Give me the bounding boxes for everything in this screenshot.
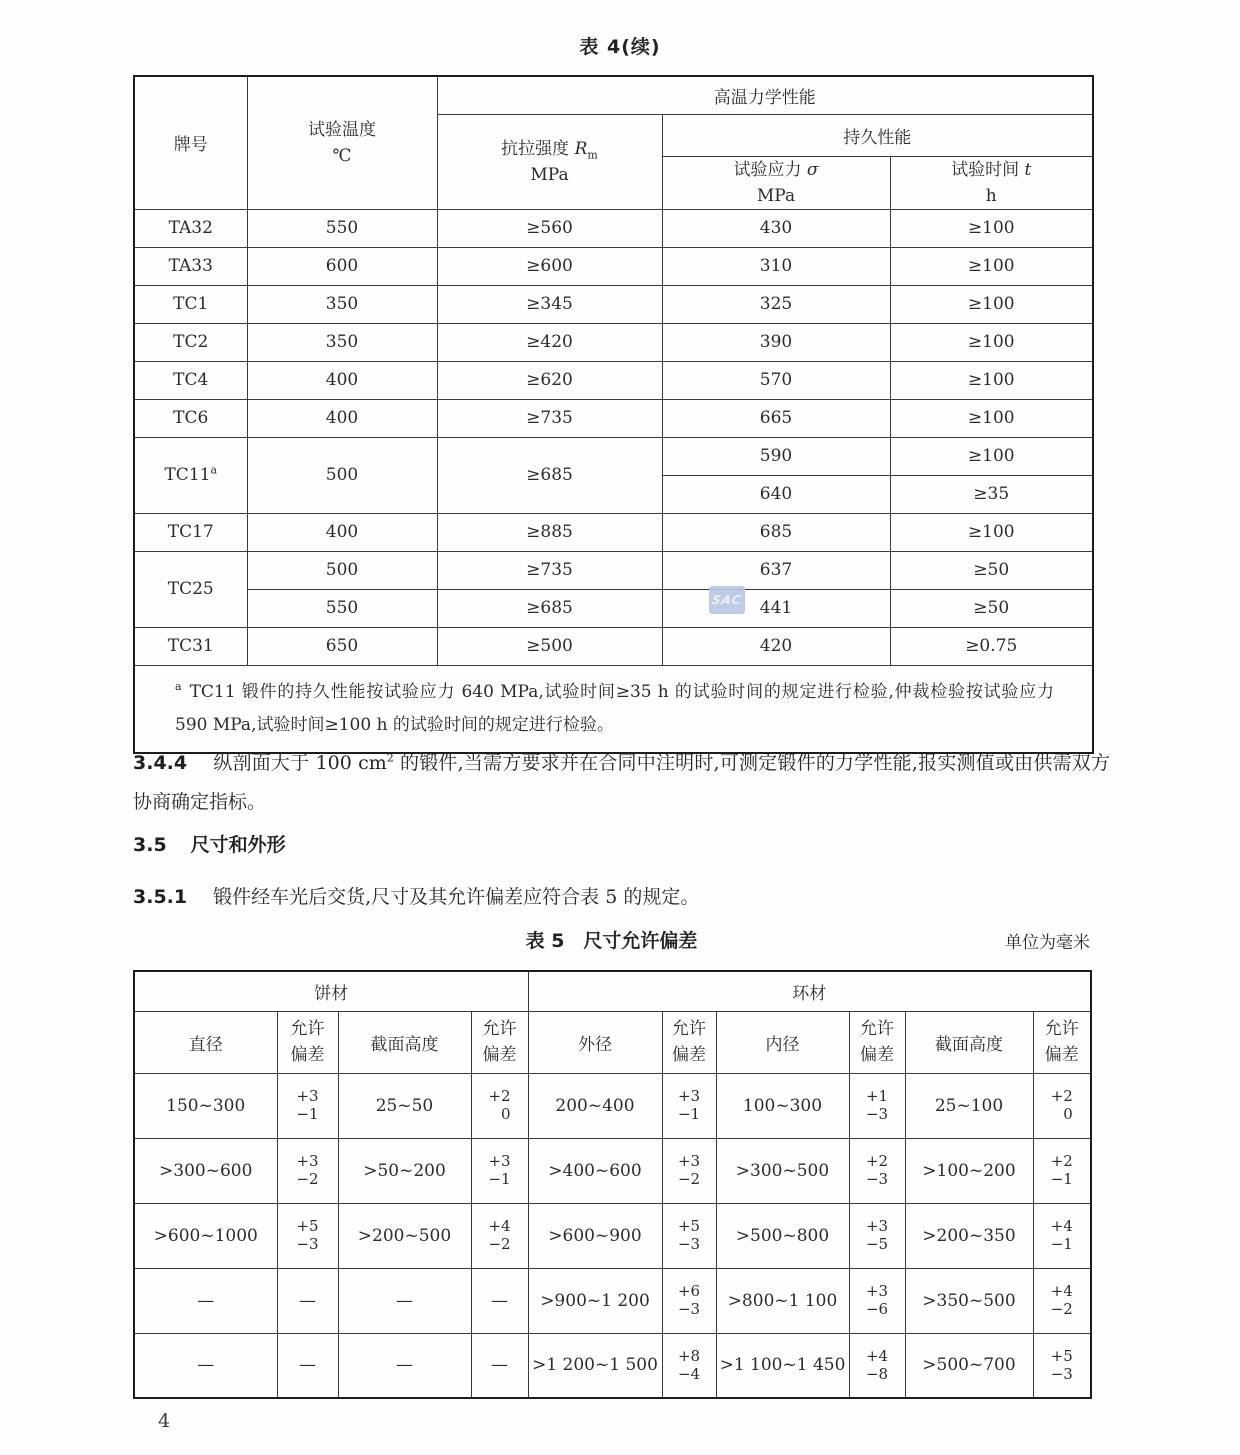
table5-column-header-row <box>134 1011 1091 1073</box>
col-header-tolerance: 允许 偏差 <box>277 1011 338 1073</box>
temp-cell: 350 <box>247 285 437 323</box>
tensile-cell: ≥735 <box>437 551 662 589</box>
tolerance-cell: +3 −2 <box>277 1138 338 1203</box>
table4-caption: 表 4(续) <box>579 36 661 58</box>
grade-cell: TC31 <box>134 627 247 665</box>
tensile-cell: ≥620 <box>437 361 662 399</box>
range-cell: >500~800 <box>716 1203 849 1268</box>
range-cell: >100~200 <box>905 1138 1033 1203</box>
group-header-ring: 环材 <box>528 971 1091 1011</box>
stress-cell: 441 <box>662 589 890 627</box>
paragraph-3-4-4: 3.4.4 纵剖面大于 100 $cm^2$ 的锻件,当需方要求并在合同中注明时,可测定锻件的力学性能,报实测值或由供需双方协商确定指标。 <box>133 751 1110 813</box>
time-cell: ≥100 <box>890 323 1093 361</box>
table-row <box>134 1203 1091 1268</box>
table5-caption: 表 5 尺寸允许偏差 <box>525 930 698 952</box>
tolerance-cell: +2 0 <box>1033 1073 1091 1138</box>
temp-cell: 550 <box>247 589 437 627</box>
col-header-test-temperature: 试验温度 ℃ <box>247 76 437 209</box>
temp-cell: 500 <box>247 437 437 513</box>
table-row <box>134 551 1093 589</box>
col-header-test-stress: 试验应力 σ MPa <box>662 156 890 209</box>
stress-cell: 430 <box>662 209 890 247</box>
temp-cell: 600 <box>247 247 437 285</box>
tolerance-cell: +4 −2 <box>1033 1268 1091 1333</box>
table-row <box>134 1138 1091 1203</box>
tolerance-cell: +3 −1 <box>662 1073 716 1138</box>
table-row <box>134 361 1093 399</box>
time-cell: ≥100 <box>890 285 1093 323</box>
tensile-cell: ≥420 <box>437 323 662 361</box>
range-cell: >200~350 <box>905 1203 1033 1268</box>
col-header-tolerance: 允许 偏差 <box>849 1011 905 1073</box>
time-cell: ≥100 <box>890 437 1093 475</box>
tolerance-cell: — <box>277 1268 338 1333</box>
grade-cell: TC11$^a$ <box>134 437 247 513</box>
temp-cell: 350 <box>247 323 437 361</box>
clause-number: 3.5.1 <box>133 886 188 908</box>
grade-cell: TC25 <box>134 551 247 627</box>
range-cell: >300~500 <box>716 1138 849 1203</box>
paragraph-3-5-1: 3.5.1 锻件经车光后交货,尺寸及其允许偏差应符合表 5 的规定。 <box>133 886 700 908</box>
col-header-section-height: 截面高度 <box>905 1011 1033 1073</box>
tensile-cell: ≥685 <box>437 437 662 513</box>
table-row <box>134 285 1093 323</box>
page-number: 4 <box>158 1410 171 1432</box>
range-cell: >600~900 <box>528 1203 662 1268</box>
temp-cell: 400 <box>247 399 437 437</box>
range-cell: >1 100~1 450 <box>716 1333 849 1398</box>
stress-cell: 640 <box>662 475 890 513</box>
range-cell: >350~500 <box>905 1268 1033 1333</box>
tolerance-cell: — <box>471 1333 528 1398</box>
tolerance-cell: +4 −1 <box>1033 1203 1091 1268</box>
stress-cell: 310 <box>662 247 890 285</box>
table-row <box>134 513 1093 551</box>
col-header-diameter: 直径 <box>134 1011 277 1073</box>
table-row <box>134 399 1093 437</box>
tolerance-cell: +4 −8 <box>849 1333 905 1398</box>
time-cell: ≥50 <box>890 551 1093 589</box>
range-cell: >900~1 200 <box>528 1268 662 1333</box>
tolerance-cell: +1 −3 <box>849 1073 905 1138</box>
time-cell: ≥100 <box>890 399 1093 437</box>
table5-caption-row <box>133 926 1090 952</box>
table4-footnote-row <box>134 665 1093 753</box>
group-header-disc: 饼材 <box>134 971 528 1011</box>
grade-cell: TC17 <box>134 513 247 551</box>
table-row <box>134 627 1093 665</box>
temp-cell: 650 <box>247 627 437 665</box>
tolerance-cell: — <box>277 1333 338 1398</box>
stress-cell: 637 <box>662 551 890 589</box>
stress-cell: 325 <box>662 285 890 323</box>
table-row <box>134 247 1093 285</box>
clause-number: 3.4.4 <box>133 752 188 774</box>
table-4-high-temp-properties <box>133 75 1094 754</box>
stress-cell: 570 <box>662 361 890 399</box>
col-header-endurance: 持久性能 <box>662 114 1093 156</box>
tensile-cell: ≥345 <box>437 285 662 323</box>
table-row <box>134 437 1093 475</box>
table5-unit-note: 单位为毫米 <box>1005 933 1090 953</box>
stress-cell: 420 <box>662 627 890 665</box>
range-cell: >200~500 <box>338 1203 471 1268</box>
tolerance-cell: +2 0 <box>471 1073 528 1138</box>
range-cell: 25~100 <box>905 1073 1033 1138</box>
range-cell: — <box>338 1268 471 1333</box>
sac-watermark-text: SAC <box>711 593 743 607</box>
tolerance-cell: +3 −1 <box>277 1073 338 1138</box>
tensile-cell: ≥600 <box>437 247 662 285</box>
table-row <box>134 589 1093 627</box>
tolerance-cell: +3 −5 <box>849 1203 905 1268</box>
time-cell: ≥50 <box>890 589 1093 627</box>
temp-cell: 550 <box>247 209 437 247</box>
tolerance-cell: +3 −6 <box>849 1268 905 1333</box>
section-heading-3-5: 3.5 尺寸和外形 <box>133 834 286 856</box>
col-header-inner-diameter: 内径 <box>716 1011 849 1073</box>
table-row <box>134 323 1093 361</box>
tolerance-cell: +5 −3 <box>662 1203 716 1268</box>
grade-cell: TC1 <box>134 285 247 323</box>
tolerance-cell: +8 −4 <box>662 1333 716 1398</box>
time-cell: ≥100 <box>890 513 1093 551</box>
tensile-cell: ≥685 <box>437 589 662 627</box>
footnote-text: $^a$ TC11 锻件的持久性能按试验应力 640 MPa,试验时间≥35 h 的试验时间的规定进行检验,仲裁检验按试验应力 590 MPa,试验时间≥100 h 的试验时间的规定进行检验。 <box>175 679 1054 735</box>
grade-cell: TA32 <box>134 209 247 247</box>
temp-cell: 500 <box>247 551 437 589</box>
grade-cell: TC6 <box>134 399 247 437</box>
grade-cell: TC4 <box>134 361 247 399</box>
col-header-section-height: 截面高度 <box>338 1011 471 1073</box>
col-header-outer-diameter: 外径 <box>528 1011 662 1073</box>
time-cell: ≥0.75 <box>890 627 1093 665</box>
tolerance-cell: +5 −3 <box>1033 1333 1091 1398</box>
tolerance-cell: +6 −3 <box>662 1268 716 1333</box>
range-cell: 200~400 <box>528 1073 662 1138</box>
table5-group-header-row <box>134 971 1091 1011</box>
time-cell: ≥100 <box>890 209 1093 247</box>
range-cell: >500~700 <box>905 1333 1033 1398</box>
col-header-tolerance: 允许 偏差 <box>662 1011 716 1073</box>
range-cell: — <box>134 1333 277 1398</box>
footnote-cell <box>134 665 1093 753</box>
temp-cell: 400 <box>247 513 437 551</box>
range-cell: >50~200 <box>338 1138 471 1203</box>
temp-cell: 400 <box>247 361 437 399</box>
table-5-dimension-tolerances <box>133 970 1092 1399</box>
tolerance-cell: +2 −3 <box>849 1138 905 1203</box>
tolerance-cell: +3 −2 <box>662 1138 716 1203</box>
tolerance-cell: +5 −3 <box>277 1203 338 1268</box>
tolerance-cell: +4 −2 <box>471 1203 528 1268</box>
range-cell: >800~1 100 <box>716 1268 849 1333</box>
tensile-cell: ≥560 <box>437 209 662 247</box>
tensile-cell: ≥885 <box>437 513 662 551</box>
range-cell: >600~1000 <box>134 1203 277 1268</box>
stress-cell: 685 <box>662 513 890 551</box>
tolerance-cell: — <box>471 1268 528 1333</box>
tolerance-cell: +3 −1 <box>471 1138 528 1203</box>
time-cell: ≥100 <box>890 247 1093 285</box>
range-cell: — <box>134 1268 277 1333</box>
tensile-cell: ≥500 <box>437 627 662 665</box>
range-cell: 25~50 <box>338 1073 471 1138</box>
time-cell: ≥100 <box>890 361 1093 399</box>
col-header-tensile-strength: 抗拉强度 $R_m$ MPa <box>437 114 662 209</box>
clause-number: 3.5 <box>133 834 167 856</box>
table-row <box>134 1333 1091 1398</box>
stress-cell: 390 <box>662 323 890 361</box>
range-cell: >1 200~1 500 <box>528 1333 662 1398</box>
grade-cell: TA33 <box>134 247 247 285</box>
stress-cell: 590 <box>662 437 890 475</box>
table-row <box>134 209 1093 247</box>
table4-header-row-1 <box>134 76 1093 114</box>
col-header-test-time: 试验时间 t h <box>890 156 1093 209</box>
range-cell: 150~300 <box>134 1073 277 1138</box>
range-cell: >300~600 <box>134 1138 277 1203</box>
range-cell: — <box>338 1333 471 1398</box>
sac-watermark <box>709 586 745 614</box>
tolerance-cell: +2 −1 <box>1033 1138 1091 1203</box>
stress-cell: 665 <box>662 399 890 437</box>
col-header-high-temp-mechanical: 高温力学性能 <box>437 76 1093 114</box>
col-header-tolerance: 允许 偏差 <box>1033 1011 1091 1073</box>
grade-cell: TC2 <box>134 323 247 361</box>
table-row <box>134 1268 1091 1333</box>
table-row <box>134 1073 1091 1138</box>
col-header-tolerance: 允许 偏差 <box>471 1011 528 1073</box>
tensile-cell: ≥735 <box>437 399 662 437</box>
range-cell: 100~300 <box>716 1073 849 1138</box>
range-cell: >400~600 <box>528 1138 662 1203</box>
time-cell: ≥35 <box>890 475 1093 513</box>
col-header-grade: 牌号 <box>134 76 247 209</box>
